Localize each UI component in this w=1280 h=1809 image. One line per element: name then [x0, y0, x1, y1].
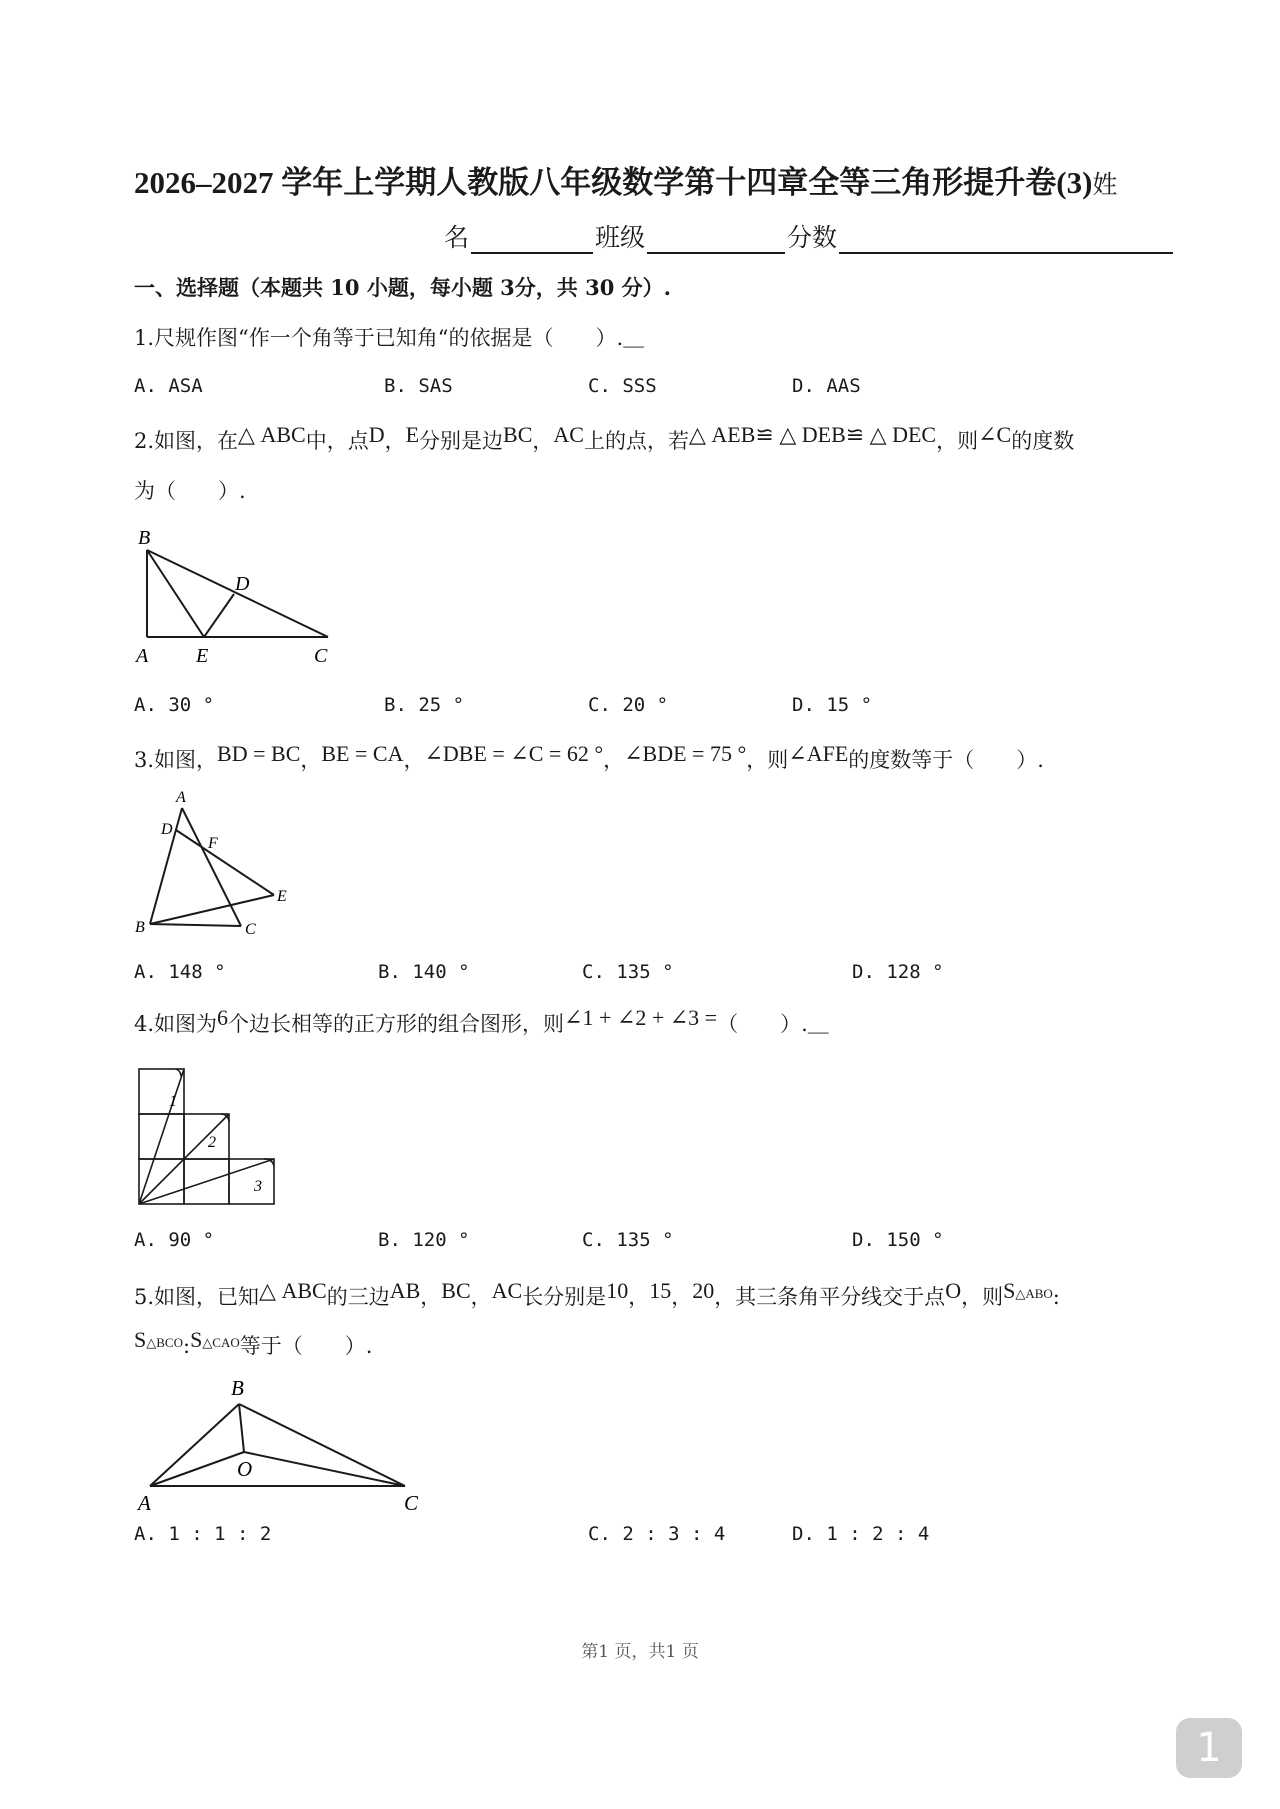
q2-label-b: B	[138, 527, 151, 549]
q1-option-a[interactable]: A. ASA	[134, 375, 203, 397]
q5-math: BC	[441, 1278, 471, 1303]
q2-figure	[134, 522, 344, 667]
q3-label-d: D	[161, 821, 173, 838]
q3-label-b: B	[135, 919, 145, 936]
q4-option-d[interactable]: D. 150 °	[852, 1229, 944, 1251]
q3-label-e: E	[277, 888, 287, 905]
q5-text: 5.如图，已知	[134, 1285, 260, 1309]
q2-option-c[interactable]: C. 20 °	[588, 694, 669, 716]
name-blank[interactable]	[471, 224, 593, 254]
q5-text: ，	[628, 1285, 650, 1309]
q5-segment-ao	[150, 1452, 244, 1486]
q5-math	[134, 1327, 183, 1352]
q5-figure	[134, 1372, 434, 1517]
q5-segment-ab	[150, 1404, 239, 1486]
q5-label-o: O	[237, 1457, 253, 1481]
q3-label-c: C	[245, 921, 256, 938]
q2-math: △ ABC	[238, 422, 306, 447]
q3-segment-be	[150, 895, 274, 924]
q5-math-sub: △ABO	[1015, 1286, 1053, 1301]
q2-option-a[interactable]: A. 30 °	[134, 694, 215, 716]
q4-figure	[134, 1064, 284, 1210]
q5-math: 20	[692, 1278, 715, 1303]
q4-diagonal-1	[139, 1069, 184, 1204]
q5-option-d[interactable]: D. 1 : 2 : 4	[792, 1523, 930, 1545]
q2-text: 的度数	[1011, 429, 1075, 453]
student-info-line	[444, 218, 1175, 254]
q2-text: ，则	[936, 429, 979, 453]
q5-text: 等于（ ）.	[239, 1334, 373, 1358]
q2-label-e: E	[196, 645, 209, 667]
q5-label-a: A	[138, 1491, 151, 1515]
q2-label-c: C	[314, 645, 328, 667]
question-5-line-1	[134, 1278, 1060, 1311]
q2-math: ∠C	[978, 422, 1012, 447]
q1-option-b[interactable]: B. SAS	[384, 375, 453, 397]
q5-math-sub: △BCO	[146, 1335, 183, 1350]
question-2-line-2: 为（ ）.	[134, 479, 246, 503]
q5-segment-co	[244, 1452, 405, 1486]
q2-math: D	[368, 422, 385, 447]
q2-math: AC	[553, 422, 584, 447]
q5-text: 长分别是	[522, 1285, 607, 1309]
q3-math: ∠AFE	[788, 741, 849, 766]
q3-label-a: A	[176, 789, 186, 806]
q5-math: 10	[606, 1278, 629, 1303]
name-label: 名	[444, 223, 470, 252]
q5-math-main: S	[1003, 1278, 1016, 1303]
q2-math: E	[405, 422, 420, 447]
q5-text: ，则	[961, 1285, 1004, 1309]
section-heading: 一、选择题（本题共 10 小题，每小题 3分，共 30 分）.	[134, 275, 671, 300]
q2-text: ，	[384, 429, 406, 453]
question-3	[134, 741, 1044, 774]
q2-label-d: D	[235, 573, 250, 595]
q4-label-2: 2	[208, 1134, 216, 1151]
q2-text: 分别是边	[419, 429, 504, 453]
q5-label-c: C	[404, 1491, 419, 1515]
page-number-badge[interactable]: 1	[1176, 1718, 1242, 1778]
q5-text: ，其三条角平分线交于点	[714, 1285, 946, 1309]
q5-math: AB	[389, 1278, 421, 1303]
q3-segment-de	[176, 830, 274, 895]
q5-math: O	[945, 1278, 962, 1303]
q5-option-c[interactable]: C. 2 : 3 : 4	[588, 1523, 726, 1545]
q2-text: ，	[532, 429, 554, 453]
q4-math: 6	[217, 1005, 229, 1030]
title-tail: 姓	[1092, 172, 1118, 199]
q4-angle-arc-1	[176, 1069, 181, 1076]
q1-option-d[interactable]: D. AAS	[792, 375, 861, 397]
question-2-line-1	[134, 422, 1075, 455]
q3-text: 的度数等于（ ）.	[848, 748, 1044, 772]
q3-text: ，	[300, 748, 322, 772]
q3-math: ∠DBE = ∠C = 62 °	[424, 741, 604, 766]
question-5-line-2	[134, 1327, 373, 1360]
q4-text: （ ）.＿	[717, 1012, 829, 1036]
q5-math: 15	[649, 1278, 672, 1303]
q4-text: 个边长相等的正方形的组合图形，则	[228, 1012, 565, 1036]
q3-text: 3.如图，	[134, 748, 218, 772]
q4-option-b[interactable]: B. 120 °	[378, 1229, 470, 1251]
q5-text: ，	[671, 1285, 693, 1309]
q5-text: ，	[470, 1285, 492, 1309]
q4-text: 4.如图为	[134, 1012, 218, 1036]
q3-math: BE = CA	[321, 741, 404, 766]
q5-option-a[interactable]: A. 1 : 1 : 2	[134, 1523, 272, 1545]
q5-segment-bo	[239, 1404, 244, 1452]
q4-math: ∠1 + ∠2 + ∠3 =	[564, 1005, 718, 1030]
score-blank[interactable]	[839, 224, 1173, 254]
q4-option-c[interactable]: C. 135 °	[582, 1229, 674, 1251]
q5-text: :	[182, 1334, 191, 1358]
q3-text: ，	[403, 748, 425, 772]
q2-label-a: A	[136, 645, 149, 667]
q4-option-a[interactable]: A. 90 °	[134, 1229, 215, 1251]
q2-option-b[interactable]: B. 25 °	[384, 694, 465, 716]
q4-label-1: 1	[169, 1093, 177, 1110]
q5-text: 的三边	[326, 1285, 390, 1309]
q5-math	[190, 1327, 240, 1352]
q2-math: △ AEB≌ △ DEB≌ △ DEC	[688, 422, 937, 447]
title-text: 2026–2027 学年上学期人教版八年级数学第十四章全等三角形提升卷(3)	[134, 165, 1093, 200]
q4-label-3: 3	[254, 1178, 262, 1195]
q5-math	[1003, 1278, 1053, 1303]
class-label: 班级	[595, 223, 646, 252]
q3-label-f: F	[208, 835, 218, 852]
question-1: 1.尺规作图“作一个角等于已知角“的依据是（ ）.＿	[134, 326, 645, 350]
q5-segment-bc	[239, 1404, 405, 1486]
q5-text: :	[1052, 1285, 1060, 1309]
page-footer: 第1 页，共1 页	[581, 1642, 699, 1662]
q2-option-d[interactable]: D. 15 °	[792, 694, 873, 716]
score-label: 分数	[787, 223, 838, 252]
q3-math: BD = BC	[217, 741, 301, 766]
question-4	[134, 1005, 829, 1038]
q5-math-sub: △CAO	[202, 1335, 240, 1350]
q2-text: 上的点，若	[583, 429, 689, 453]
q5-math: AC	[491, 1278, 523, 1303]
q2-segment-de	[204, 594, 234, 637]
q5-math-main: S	[190, 1327, 203, 1352]
q3-text: ，	[603, 748, 625, 772]
q3-option-d[interactable]: D. 128 °	[852, 961, 944, 983]
q2-text: 2.如图，在	[134, 429, 239, 453]
q3-option-b[interactable]: B. 140 °	[378, 961, 470, 983]
q5-math-main: S	[134, 1327, 147, 1352]
q3-figure	[134, 787, 294, 942]
q3-segment-bc	[150, 924, 241, 926]
q5-text: ，	[420, 1285, 442, 1309]
q5-label-b: B	[231, 1376, 244, 1400]
q3-option-a[interactable]: A. 148 °	[134, 961, 226, 983]
q2-text: 中，点	[305, 429, 369, 453]
q2-math: BC	[503, 422, 533, 447]
q3-option-c[interactable]: C. 135 °	[582, 961, 674, 983]
q3-math: ∠BDE = 75 °	[624, 741, 747, 766]
q3-text: ，则	[746, 748, 789, 772]
page-title	[134, 157, 1117, 202]
q1-option-c[interactable]: C. SSS	[588, 375, 657, 397]
q5-math: △ ABC	[259, 1278, 327, 1303]
class-blank[interactable]	[647, 224, 785, 254]
